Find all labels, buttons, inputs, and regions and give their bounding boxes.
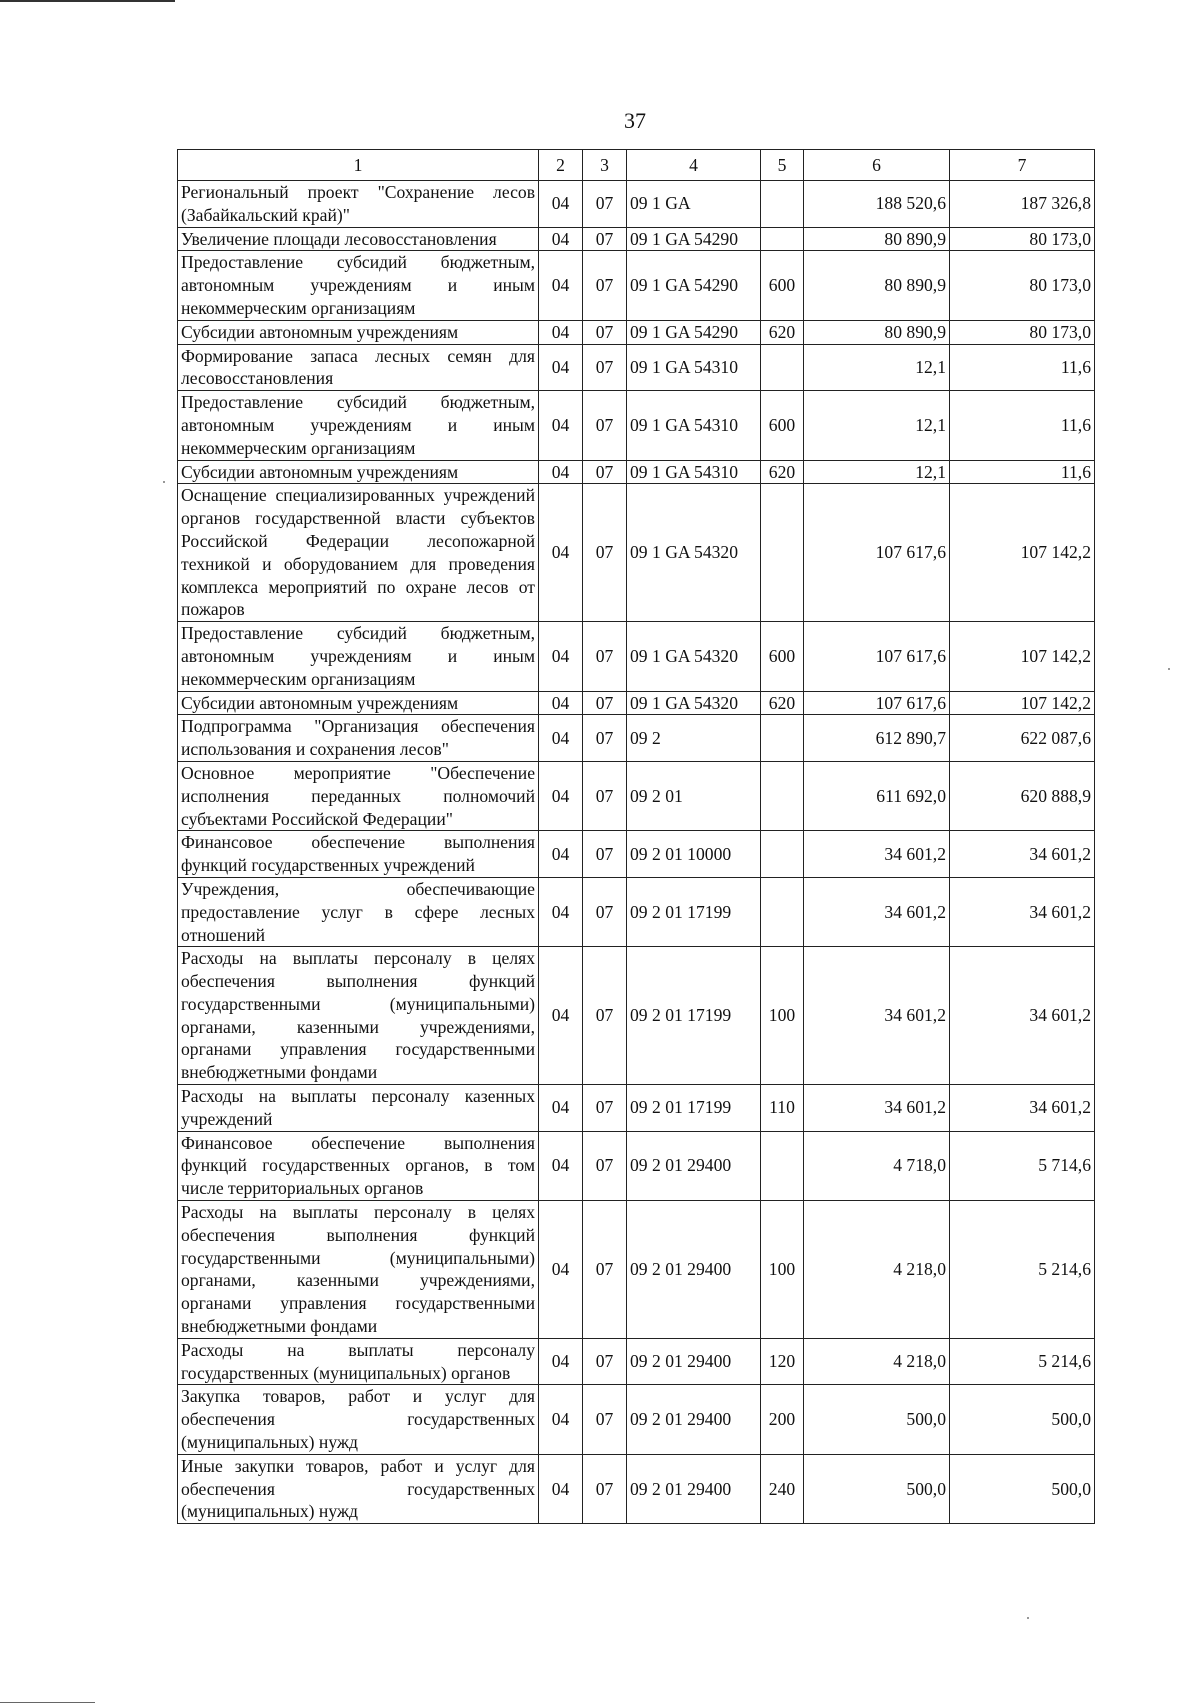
target-article-cell: 09 2 01 10000 [627, 831, 761, 878]
table-row [178, 1201, 1095, 1339]
subsection-code-cell: 07 [583, 1201, 627, 1339]
subsection-code-cell: 07 [583, 1338, 627, 1385]
column-header: 2 [539, 150, 583, 181]
subsection-code-cell: 07 [583, 1085, 627, 1132]
section-code-cell: 04 [539, 1454, 583, 1523]
target-article-cell: 09 2 01 17199 [627, 1085, 761, 1132]
table-row [178, 1131, 1095, 1200]
subsection-code-cell: 07 [583, 761, 627, 830]
target-article-cell: 09 2 01 29400 [627, 1385, 761, 1454]
subsection-code-cell: 07 [583, 460, 627, 484]
table-row [178, 460, 1095, 484]
section-code-cell: 04 [539, 622, 583, 691]
expense-type-cell: 240 [761, 1454, 804, 1523]
amount-year1-cell: 500,0 [804, 1454, 950, 1523]
expense-type-cell: 100 [761, 1201, 804, 1339]
subsection-code-cell: 07 [583, 715, 627, 762]
target-article-cell: 09 2 [627, 715, 761, 762]
amount-year2-cell: 80 173,0 [950, 320, 1095, 344]
subsection-code-cell: 07 [583, 484, 627, 622]
amount-year2-cell: 622 087,6 [950, 715, 1095, 762]
row-name-cell: Подпрограмма "Организация обеспечения использования и сохранения лесов" [178, 715, 539, 762]
table-row [178, 484, 1095, 622]
column-header: 4 [627, 150, 761, 181]
table-row [178, 344, 1095, 391]
table-row [178, 622, 1095, 691]
table-row [178, 1454, 1095, 1523]
section-code-cell: 04 [539, 1385, 583, 1454]
section-code-cell: 04 [539, 484, 583, 622]
target-article-cell: 09 1 GA 54290 [627, 251, 761, 320]
row-name-cell: Оснащение специализированных учреждений органов государственной власти субъектов Российской Федерации лесопожарной техникой и оборудованием для проведения комплекса мероприятий по охране лесов от пожаров [178, 484, 539, 622]
subsection-code-cell: 07 [583, 320, 627, 344]
row-name-cell: Региональный проект "Сохранение лесов (Забайкальский край)" [178, 181, 539, 228]
subsection-code-cell: 07 [583, 877, 627, 946]
row-name-cell: Субсидии автономным учреждениям [178, 320, 539, 344]
amount-year1-cell: 4 218,0 [804, 1201, 950, 1339]
amount-year2-cell: 107 142,2 [950, 484, 1095, 622]
expense-type-cell [761, 831, 804, 878]
amount-year2-cell: 34 601,2 [950, 1085, 1095, 1132]
table-row [178, 227, 1095, 251]
target-article-cell: 09 1 GA 54310 [627, 391, 761, 460]
expense-type-cell: 620 [761, 320, 804, 344]
expense-type-cell [761, 227, 804, 251]
subsection-code-cell: 07 [583, 181, 627, 228]
amount-year2-cell: 500,0 [950, 1454, 1095, 1523]
amount-year2-cell: 80 173,0 [950, 251, 1095, 320]
column-header: 1 [178, 150, 539, 181]
row-name-cell: Финансовое обеспечение выполнения функций государственных учреждений [178, 831, 539, 878]
row-name-cell: Предоставление субсидий бюджетным, автономным учреждениям и иным некоммерческим организациям [178, 251, 539, 320]
section-code-cell: 04 [539, 1131, 583, 1200]
amount-year2-cell: 11,6 [950, 344, 1095, 391]
amount-year2-cell: 500,0 [950, 1385, 1095, 1454]
target-article-cell: 09 1 GA 54320 [627, 691, 761, 715]
subsection-code-cell: 07 [583, 1454, 627, 1523]
row-name-cell: Расходы на выплаты персоналу государственных (муниципальных) органов [178, 1338, 539, 1385]
amount-year1-cell: 34 601,2 [804, 1085, 950, 1132]
target-article-cell: 09 2 01 29400 [627, 1454, 761, 1523]
expense-type-cell: 620 [761, 460, 804, 484]
row-name-cell: Расходы на выплаты персоналу в целях обеспечения выполнения функций государственными (муниципальными) органами, казенными учреждениями, органами управления государственными внебюджетными фондами [178, 1201, 539, 1339]
budget-table [177, 149, 1095, 1524]
scan-edge-top [0, 0, 175, 2]
target-article-cell: 09 2 01 29400 [627, 1131, 761, 1200]
subsection-code-cell: 07 [583, 831, 627, 878]
section-code-cell: 04 [539, 691, 583, 715]
subsection-code-cell: 07 [583, 947, 627, 1085]
section-code-cell: 04 [539, 181, 583, 228]
section-code-cell: 04 [539, 947, 583, 1085]
amount-year1-cell: 4 718,0 [804, 1131, 950, 1200]
scan-speck [1027, 1617, 1029, 1619]
row-name-cell: Субсидии автономным учреждениям [178, 460, 539, 484]
table-row [178, 1385, 1095, 1454]
row-name-cell: Финансовое обеспечение выполнения функций государственных органов, в том числе территориальных органов [178, 1131, 539, 1200]
expense-type-cell [761, 1131, 804, 1200]
section-code-cell: 04 [539, 460, 583, 484]
expense-type-cell [761, 344, 804, 391]
table-row [178, 691, 1095, 715]
target-article-cell: 09 1 GA 54320 [627, 484, 761, 622]
scan-speck [163, 481, 165, 483]
expense-type-cell: 200 [761, 1385, 804, 1454]
section-code-cell: 04 [539, 1201, 583, 1339]
amount-year2-cell: 5 214,6 [950, 1201, 1095, 1339]
subsection-code-cell: 07 [583, 227, 627, 251]
section-code-cell: 04 [539, 227, 583, 251]
target-article-cell: 09 1 GA 54290 [627, 320, 761, 344]
section-code-cell: 04 [539, 715, 583, 762]
amount-year1-cell: 34 601,2 [804, 831, 950, 878]
table-row [178, 391, 1095, 460]
row-name-cell: Расходы на выплаты персоналу в целях обеспечения выполнения функций государственными (муниципальными) органами, казенными учреждениями, органами управления государственными внебюджетными фондами [178, 947, 539, 1085]
table-row [178, 181, 1095, 228]
expense-type-cell: 120 [761, 1338, 804, 1385]
subsection-code-cell: 07 [583, 391, 627, 460]
amount-year2-cell: 5 714,6 [950, 1131, 1095, 1200]
table-row [178, 715, 1095, 762]
section-code-cell: 04 [539, 251, 583, 320]
row-name-cell: Субсидии автономным учреждениям [178, 691, 539, 715]
amount-year2-cell: 11,6 [950, 391, 1095, 460]
table-row [178, 1085, 1095, 1132]
table-row [178, 831, 1095, 878]
target-article-cell: 09 1 GA 54310 [627, 460, 761, 484]
table-row [178, 761, 1095, 830]
target-article-cell: 09 2 01 [627, 761, 761, 830]
expense-type-cell [761, 761, 804, 830]
section-code-cell: 04 [539, 1338, 583, 1385]
amount-year1-cell: 611 692,0 [804, 761, 950, 830]
amount-year1-cell: 188 520,6 [804, 181, 950, 228]
target-article-cell: 09 1 GA [627, 181, 761, 228]
subsection-code-cell: 07 [583, 691, 627, 715]
amount-year2-cell: 107 142,2 [950, 691, 1095, 715]
target-article-cell: 09 1 GA 54310 [627, 344, 761, 391]
row-name-cell: Учреждения, обеспечивающие предоставление услуг в сфере лесных отношений [178, 877, 539, 946]
target-article-cell: 09 1 GA 54290 [627, 227, 761, 251]
section-code-cell: 04 [539, 831, 583, 878]
amount-year1-cell: 612 890,7 [804, 715, 950, 762]
expense-type-cell [761, 484, 804, 622]
column-header: 7 [950, 150, 1095, 181]
expense-type-cell: 110 [761, 1085, 804, 1132]
section-code-cell: 04 [539, 344, 583, 391]
amount-year2-cell: 34 601,2 [950, 831, 1095, 878]
amount-year1-cell: 107 617,6 [804, 691, 950, 715]
table-row [178, 947, 1095, 1085]
section-code-cell: 04 [539, 761, 583, 830]
subsection-code-cell: 07 [583, 344, 627, 391]
expense-type-cell: 600 [761, 622, 804, 691]
column-header: 6 [804, 150, 950, 181]
expense-type-cell: 620 [761, 691, 804, 715]
section-code-cell: 04 [539, 320, 583, 344]
amount-year1-cell: 500,0 [804, 1385, 950, 1454]
amount-year2-cell: 107 142,2 [950, 622, 1095, 691]
row-name-cell: Предоставление субсидий бюджетным, автономным учреждениям и иным некоммерческим организациям [178, 391, 539, 460]
row-name-cell: Формирование запаса лесных семян для лесовосстановления [178, 344, 539, 391]
amount-year1-cell: 107 617,6 [804, 484, 950, 622]
table-header-row [178, 150, 1095, 181]
section-code-cell: 04 [539, 877, 583, 946]
amount-year1-cell: 107 617,6 [804, 622, 950, 691]
table-row [178, 1338, 1095, 1385]
amount-year2-cell: 620 888,9 [950, 761, 1095, 830]
table-row [178, 320, 1095, 344]
row-name-cell: Закупка товаров, работ и услуг для обеспечения государственных (муниципальных) нужд [178, 1385, 539, 1454]
amount-year1-cell: 12,1 [804, 391, 950, 460]
row-name-cell: Предоставление субсидий бюджетным, автономным учреждениям и иным некоммерческим организациям [178, 622, 539, 691]
amount-year2-cell: 5 214,6 [950, 1338, 1095, 1385]
row-name-cell: Расходы на выплаты персоналу казенных учреждений [178, 1085, 539, 1132]
amount-year1-cell: 12,1 [804, 344, 950, 391]
target-article-cell: 09 2 01 17199 [627, 947, 761, 1085]
page-number: 37 [624, 108, 646, 133]
column-header: 5 [761, 150, 804, 181]
amount-year1-cell: 34 601,2 [804, 947, 950, 1085]
row-name-cell: Основное мероприятие "Обеспечение исполнения переданных полномочий субъектами Российской Федерации" [178, 761, 539, 830]
expense-type-cell: 600 [761, 251, 804, 320]
amount-year2-cell: 187 326,8 [950, 181, 1095, 228]
subsection-code-cell: 07 [583, 1385, 627, 1454]
target-article-cell: 09 2 01 29400 [627, 1201, 761, 1339]
expense-type-cell: 100 [761, 947, 804, 1085]
amount-year1-cell: 80 890,9 [804, 320, 950, 344]
subsection-code-cell: 07 [583, 251, 627, 320]
table-row [178, 877, 1095, 946]
amount-year1-cell: 12,1 [804, 460, 950, 484]
expense-type-cell [761, 181, 804, 228]
target-article-cell: 09 2 01 17199 [627, 877, 761, 946]
amount-year2-cell: 34 601,2 [950, 877, 1095, 946]
table-row [178, 251, 1095, 320]
subsection-code-cell: 07 [583, 622, 627, 691]
section-code-cell: 04 [539, 1085, 583, 1132]
subsection-code-cell: 07 [583, 1131, 627, 1200]
amount-year1-cell: 80 890,9 [804, 227, 950, 251]
scan-speck [1168, 668, 1170, 670]
amount-year2-cell: 11,6 [950, 460, 1095, 484]
expense-type-cell [761, 715, 804, 762]
row-name-cell: Увеличение площади лесовосстановления [178, 227, 539, 251]
target-article-cell: 09 2 01 29400 [627, 1338, 761, 1385]
target-article-cell: 09 1 GA 54320 [627, 622, 761, 691]
expense-type-cell [761, 877, 804, 946]
amount-year1-cell: 80 890,9 [804, 251, 950, 320]
amount-year1-cell: 34 601,2 [804, 877, 950, 946]
section-code-cell: 04 [539, 391, 583, 460]
amount-year2-cell: 34 601,2 [950, 947, 1095, 1085]
scan-edge-bottom [0, 1702, 95, 1703]
expense-type-cell: 600 [761, 391, 804, 460]
column-header: 3 [583, 150, 627, 181]
amount-year1-cell: 4 218,0 [804, 1338, 950, 1385]
amount-year2-cell: 80 173,0 [950, 227, 1095, 251]
row-name-cell: Иные закупки товаров, работ и услуг для обеспечения государственных (муниципальных) нужд [178, 1454, 539, 1523]
